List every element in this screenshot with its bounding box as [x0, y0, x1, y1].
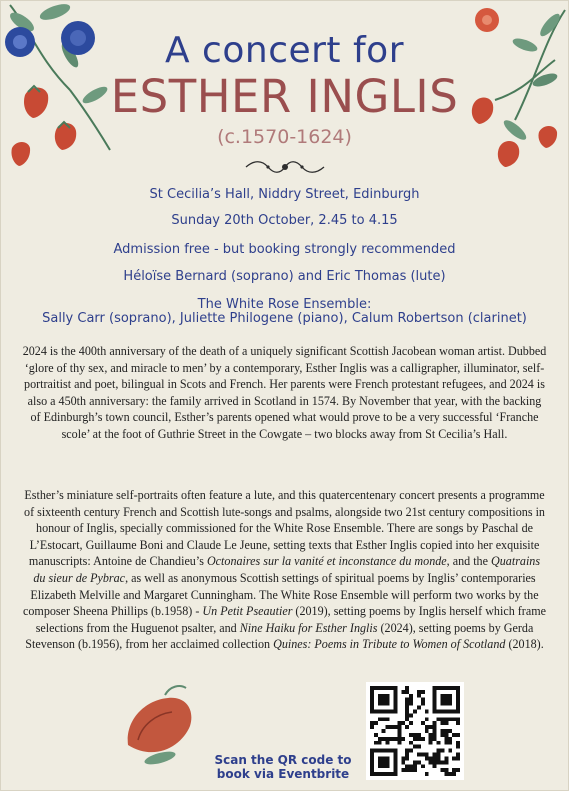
p2-italic-3: Un Petit Pseautier	[202, 604, 293, 619]
p2-italic-1: Octonaires sur la vanité et inconstance du monde	[206, 554, 447, 569]
p2-italic-4: Nine Haiku for Esther Inglis	[239, 620, 378, 635]
p2-text-b: , and the	[446, 554, 491, 569]
ornament-divider-icon	[244, 158, 326, 176]
p2-text-e: (2024), setting poems by Gerda Stevenson (b.1956), from her acclaimed collection	[25, 620, 534, 652]
scan-line-2: book via Eventbrite	[216, 767, 350, 781]
p2-text-a: Esther’s miniature self-portraits often feature a lute, and this quatercentenary concert presents a programme of sixteenth century French and Scottish lute-songs and psalms, alongside two 21st century compositions in honour of Inglis, specially commissioned for the White Rose Ensemble. There are songs by Paschal de L’Estocart, Guillaume Boni and Claude Le Jeune, setting texts that Esther Inglis copied into her exquisite manuscripts: Antoine de Chandieu’s	[24, 488, 545, 569]
p2-italic-5: Quines: Poems in Tribute to Women of Scotland	[273, 637, 506, 652]
qr-code-icon[interactable]	[366, 682, 464, 780]
scan-instructions	[200, 753, 366, 781]
paragraph-1: 2024 is the 400th anniversary of the death of a uniquely significant Scottish Jacobean woman artist. Dubbed ‘glore of thy sex, and miracle to men’ by a contemporary, Esther Inglis was a calligrapher, illuminator, self-portraitist and poet, bilingual in Scots and French. Her parents were French protestant refugees, and 2024 is also a 450th anniversary: the family arrived in Scotland in 1574. By November that year, with the backing of Edinburgh’s town council, Esther’s parents opened what would prove to be a very successful ‘Franche scole’ at the foot of Guthrie Street in the Cowgate – two blocks away from St Cecilia’s Hall.	[22, 344, 547, 441]
flower-decoration-icon	[120, 680, 200, 770]
date-time: Sunday 20th October, 2.45 to 4.15	[171, 213, 398, 228]
performers: Héloïse Bernard (soprano) and Eric Thomas (lute)	[123, 269, 446, 284]
paragraph-2	[22, 487, 547, 653]
p2-text-d: (2019), setting poems by Inglis herself which frame selections from the Huguenot psalter, and	[35, 604, 546, 635]
p2-text-f: (2018).	[505, 637, 544, 652]
scan-line-1: Scan the QR code to	[214, 753, 352, 767]
title-line-2: ESTHER INGLIS	[110, 70, 459, 123]
p2-italic-2: Quatrains du sieur de Pybrac	[33, 554, 541, 585]
ensemble-members: Sally Carr (soprano), Juliette Philogene (piano), Calum Robertson (clarinet)	[42, 311, 527, 326]
title-dates: (c.1570-1624)	[217, 126, 352, 148]
p2-text-c: , as well as anonymous Scottish settings of spiritual poems by Inglis’ contemporaries Elizabeth Melville and Margaret Cunningham. The White Rose Ensemble will perform two works by the composer Sheena Phillips (b.1958) -	[23, 570, 539, 619]
ensemble-name: The White Rose Ensemble:	[197, 297, 372, 312]
admission: Admission free - but booking strongly recommended	[113, 242, 456, 257]
title-line-1: A concert for	[164, 30, 404, 71]
venue: St Cecilia’s Hall, Niddry Street, Edinburgh	[149, 187, 420, 202]
